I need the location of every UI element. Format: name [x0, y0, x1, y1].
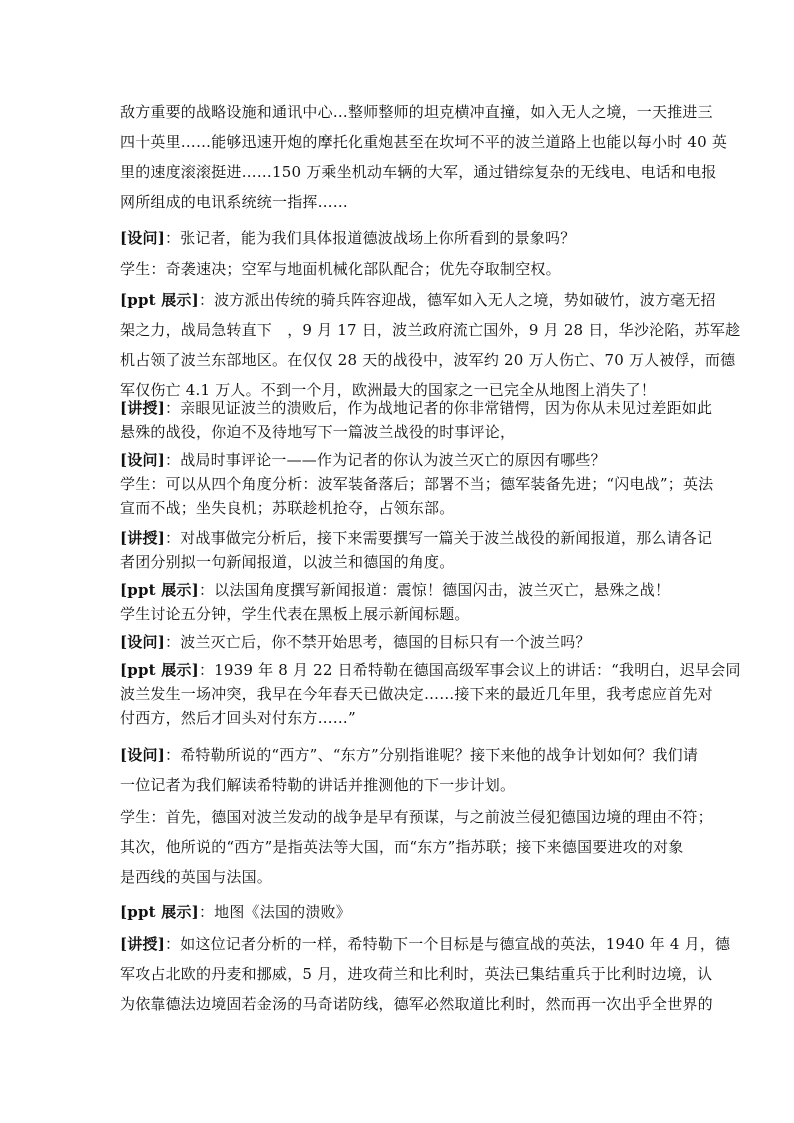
text-line: 付西方，然后才回头对付东方……” — [120, 709, 356, 727]
section-tag: [ppt 展示] — [120, 661, 199, 679]
text-line: 军仅伤亡 4.1 万人。不到一个月，欧洲最大的国家之一已完全从地图上消失了！ — [120, 381, 656, 399]
paragraph — [120, 526, 713, 574]
paragraph — [120, 396, 713, 444]
text-line: 机占领了波兰东部地区。在仅仅 28 天的战役中，波军约 20 万人伤亡、70 万人被俘，而德 — [120, 351, 736, 369]
section-tag: [设问] — [120, 633, 165, 651]
section-tag: [讲授] — [120, 935, 165, 953]
text-line — [120, 658, 741, 682]
text-content: ：1939 年 8 月 22 日希特勒在德国高级军事会议上的讲话：“我明白，迟早会同 — [198, 661, 741, 679]
section-tag: [ppt 展示] — [120, 291, 199, 309]
text-line: 其次，他所说的“西方”是指英法等大国，而“东方”指苏联；接下来德国要进攻的对象 — [120, 838, 684, 856]
text-line: 为依靠德法边境固若金汤的马奇诺防线，德军必然取道比利时，然而再一次出乎全世界的 — [120, 995, 713, 1013]
text-line: 波兰发生一场冲突，我早在今年春天已做决定……接下来的最近几年里，我考虑应首先对 — [120, 685, 713, 703]
paragraph — [120, 223, 680, 253]
text-line: 者团分别拟一句新闻报道，以波兰和德国的角度。 — [120, 553, 455, 571]
text-line: 敌方重要的战略设施和通讯中心…整师整师的坦克横冲直撞，如入无人之境，一天推进三 — [120, 103, 713, 121]
section-tag: [ppt 展示] — [120, 903, 199, 921]
text-line: 悬殊的战役，你迫不及待地写下一篇波兰战役的时事评论， — [120, 423, 516, 441]
text-content: ：希特勒所说的“西方”、“东方”分别指谁呢？接下来他的战争计划如何？我们请 — [165, 746, 699, 764]
text-line: 学生：奇袭速决；空军与地面机械化部队配合；优先夺取制空权。 — [120, 260, 561, 278]
paragraph — [120, 658, 741, 730]
section-tag: [设问] — [120, 229, 165, 247]
text-line — [120, 396, 713, 420]
section-tag: [讲授] — [120, 399, 165, 417]
text-line: 学生讨论五分钟，学生代表在黑板上展示新闻标题。 — [120, 605, 470, 623]
text-line — [120, 285, 716, 315]
paragraph — [120, 740, 699, 800]
paragraph — [120, 630, 680, 654]
text-content: ：波兰灭亡后，你不禁开始思考，德国的目标只有一个波兰吗？ — [165, 633, 591, 651]
paragraph — [120, 802, 713, 892]
text-content: ：对战事做完分析后，接下来需要撰写一篇关于波兰战役的新闻报道，那么请各记 — [165, 529, 713, 547]
text-content: ：如这位记者分析的一样，希特勒下一个目标是与德宣战的英法，1940 年 4 月，德 — [165, 935, 731, 953]
text-line: 宣而不战；坐失良机；苏联趁机抢夺，占领东部。 — [120, 499, 455, 517]
paragraph — [120, 578, 680, 626]
section-tag: [设问] — [120, 451, 165, 469]
section-tag: [讲授] — [120, 529, 165, 547]
text-line: 军攻占北欧的丹麦和挪威，5 月，进攻荷兰和比利时，英法已集结重兵于比利时边境，认 — [120, 965, 713, 983]
text-line — [120, 740, 699, 770]
paragraph — [120, 448, 714, 520]
text-line: 学生：可以从四个角度分析：波军装备落后；部署不当；德军装备先进；“闪电战”；英法 — [120, 475, 714, 493]
text-line: 网所组成的电讯系统统一指挥…… — [120, 193, 349, 211]
paragraph — [120, 285, 741, 405]
text-line: 是西线的英国与法国。 — [120, 868, 273, 886]
text-line — [120, 223, 680, 253]
paragraph — [120, 929, 731, 1019]
text-content: ：战局时事评论一——作为记者的你认为波兰灭亡的原因有哪些？ — [165, 451, 606, 469]
text-line — [120, 448, 680, 472]
text-line — [120, 526, 713, 550]
paragraph — [120, 97, 728, 217]
text-content: ：亲眼见证波兰的溃败后，作为战地记者的你非常错愕，因为你从未见过差距如此 — [165, 399, 713, 417]
text-content: ：以法国角度撰写新闻报道：震惊！德国闪击，波兰灭亡，悬殊之战！ — [198, 581, 671, 599]
text-content: ：波方派出传统的骑兵阵容迎战，德军如入无人之境，势如破竹，波方毫无招 — [198, 291, 716, 309]
paragraph — [120, 254, 680, 284]
text-line — [120, 578, 680, 602]
text-line: 里的速度滚滚挺进……150 万乘坐机动车辆的大军，通过错综复杂的无线电、电话和电报 — [120, 163, 717, 181]
section-tag: [ppt 展示] — [120, 581, 199, 599]
text-content: ：地图《法国的溃败》 — [198, 903, 351, 921]
text-line — [120, 929, 731, 959]
paragraph — [120, 897, 680, 927]
section-tag: [设问] — [120, 746, 165, 764]
text-line — [120, 630, 680, 654]
text-line: 学生：首先，德国对波兰发动的战争是早有预谋，与之前波兰侵犯德国边境的理由不符； — [120, 808, 713, 826]
text-line: 架之力，战局急转直下 ，9 月 17 日，波兰政府流亡国外，9 月 28 日，华沙沦陷，苏军趁 — [120, 321, 741, 339]
text-line: 四十英里……能够迅速开炮的摩托化重炮甚至在坎坷不平的波兰道路上也能以每小时 40 英 — [120, 133, 728, 151]
text-line — [120, 897, 680, 927]
text-content: ：张记者，能为我们具体报道德波战场上你所看到的景象吗？ — [165, 229, 576, 247]
text-line: 一位记者为我们解读希特勒的讲话并推测他的下一步计划。 — [120, 776, 516, 794]
